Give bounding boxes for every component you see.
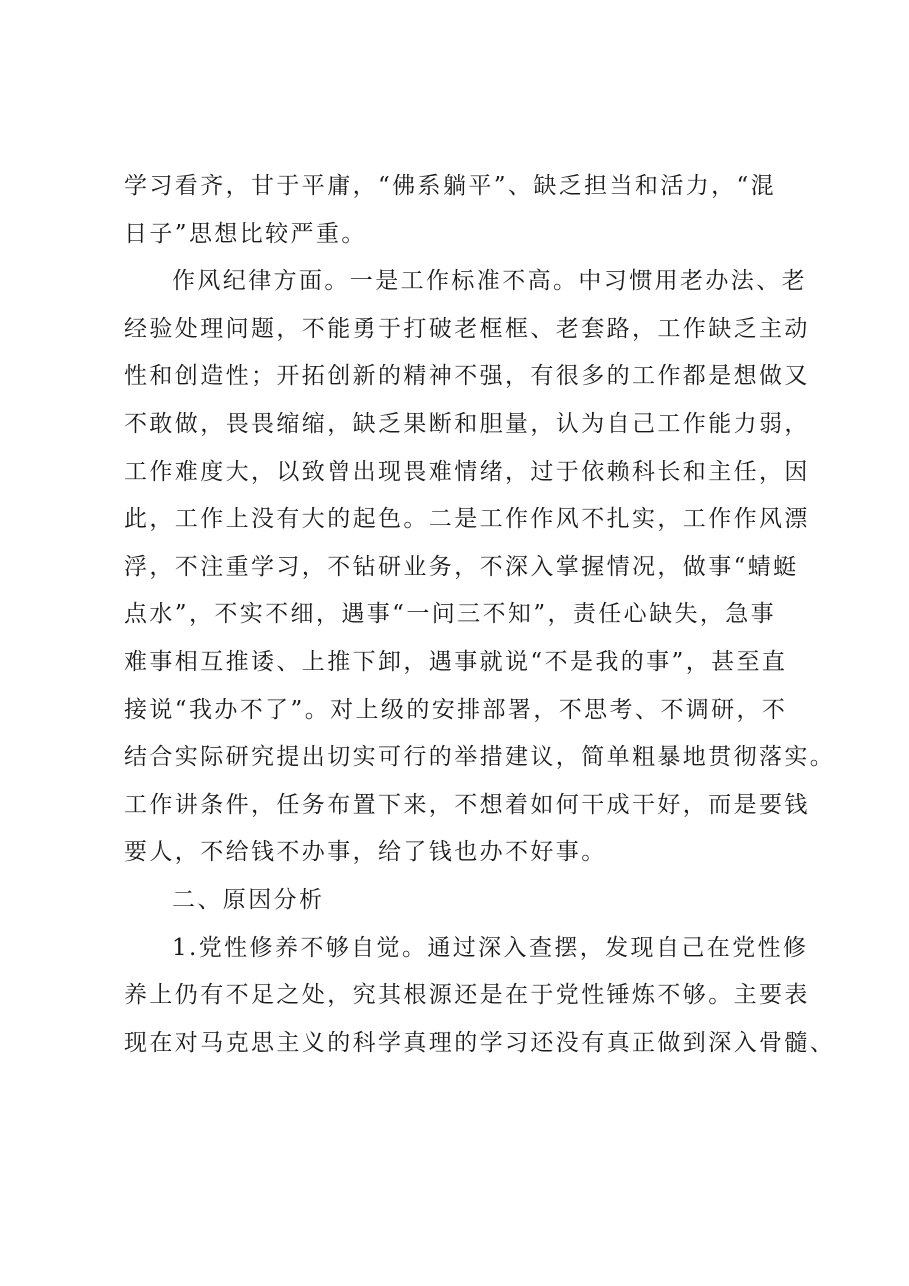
text-line: 浮，不注重学习，不钻研业务，不深入掌握情况，做事“蜻蜓 — [124, 553, 799, 580]
text-line: 1.党性修养不够自觉。通过深入查摆，发现自己在党性修 — [172, 934, 809, 961]
text-line: 结合实际研究提出切实可行的举措建议，简单粗暴地贯彻落实。 — [124, 744, 836, 771]
text-line: 养上仍有不足之处，究其根源还是在于党性锤炼不够。主要表 — [124, 982, 810, 1009]
text-line: 性和创造性；开拓创新的精神不强，有很多的工作都是想做又 — [124, 363, 810, 390]
document-body — [124, 163, 836, 1067]
text-line: 学习看齐，甘于平庸，“佛系躺平”、缺乏担当和活力，“混 — [124, 173, 777, 199]
text-line: 作风纪律方面。一是工作标准不高。中习惯用老办法、老 — [172, 268, 807, 295]
text-line: 工作难度大，以致曾出现畏难情绪，过于依赖科长和主任，因 — [124, 458, 810, 485]
text-line: 难事相互推诿、上推下卸，遇事就说“不是我的事”，甚至直 — [124, 648, 788, 675]
text-line: 要人，不给钱不办事，给了钱也办不好事。 — [124, 839, 607, 866]
text-line: 现在对马克思主义的科学真理的学习还没有真正做到深入骨髓、 — [124, 1029, 836, 1056]
text-line: 点水”，不实不细，遇事“一问三不知”，责任心缺失，急事 — [124, 601, 777, 628]
text-line: 此，工作上没有大的起色。二是工作作风不扎实，工作作风漂 — [124, 506, 810, 533]
text-line: 二、原因分析 — [172, 886, 325, 913]
text-line: 经验处理问题，不能勇于打破老框框、老套路，工作缺乏主动 — [124, 315, 810, 342]
text-line: 接说“我办不了”。对上级的安排部署，不思考、不调研，不 — [124, 696, 788, 723]
text-line: 工作讲条件，任务布置下来，不想着如何干成干好，而是要钱 — [124, 791, 810, 818]
text-line: 日子”思想比较严重。 — [124, 220, 367, 247]
text-line: 不敢做，畏畏缩缩，缺乏果断和胆量，认为自己工作能力弱， — [124, 410, 810, 437]
